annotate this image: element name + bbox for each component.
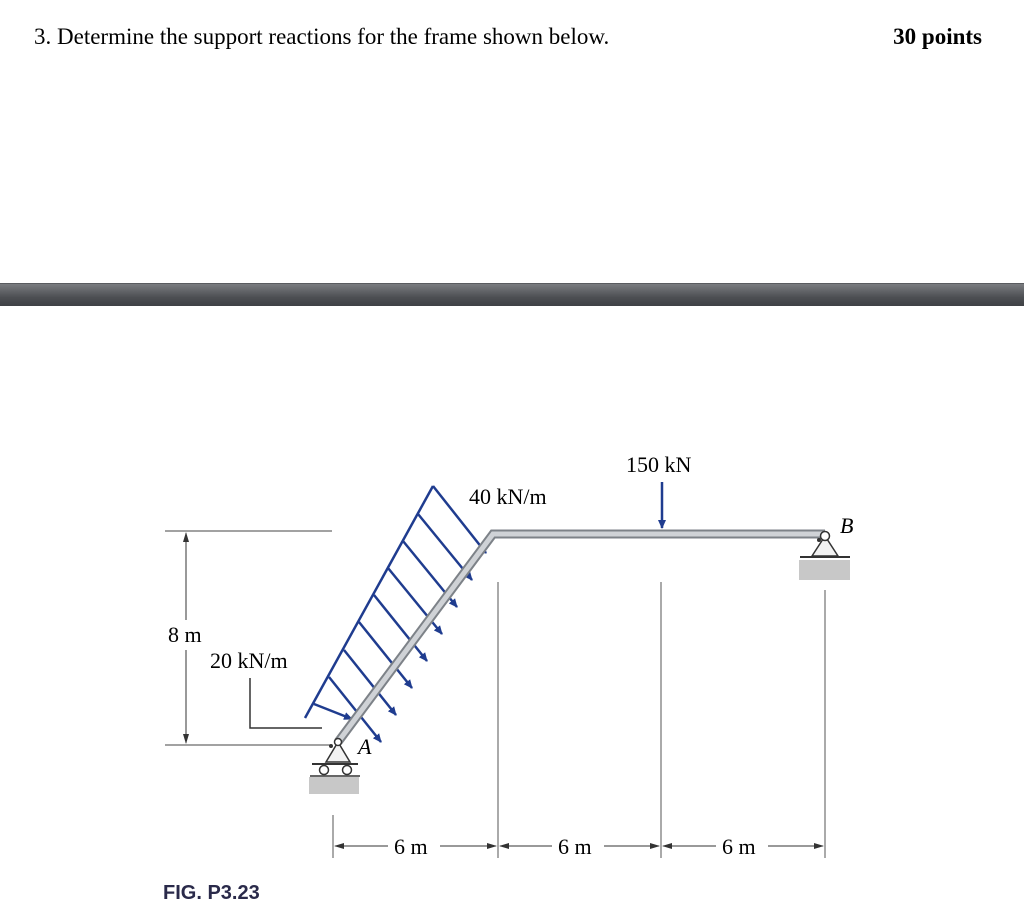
load-arrow xyxy=(314,704,352,719)
support-a-label: A xyxy=(358,734,372,759)
span-2-label: 6 m xyxy=(558,834,592,859)
inclined-load-label: 40 kN/m xyxy=(469,484,547,509)
points-label: 30 points xyxy=(893,24,982,49)
question-text: 3. Determine the support reactions for the frame shown below. xyxy=(34,24,610,49)
support-a-roller xyxy=(309,739,360,795)
height-dimension-label: 8 m xyxy=(168,622,202,647)
extension-lines xyxy=(333,582,825,858)
support-b-label: B xyxy=(840,513,854,538)
left-load-label: 20 kN/m xyxy=(210,648,288,673)
left-load-leader xyxy=(250,678,322,728)
frame-members xyxy=(338,534,825,742)
point-load-label: 150 kN xyxy=(626,452,692,477)
span-3-label: 6 m xyxy=(722,834,756,859)
span-1-label: 6 m xyxy=(394,834,428,859)
support-b-pin xyxy=(799,532,850,581)
figure-caption: FIG. P3.23 xyxy=(163,882,260,904)
distributed-load-inclined xyxy=(305,486,486,742)
